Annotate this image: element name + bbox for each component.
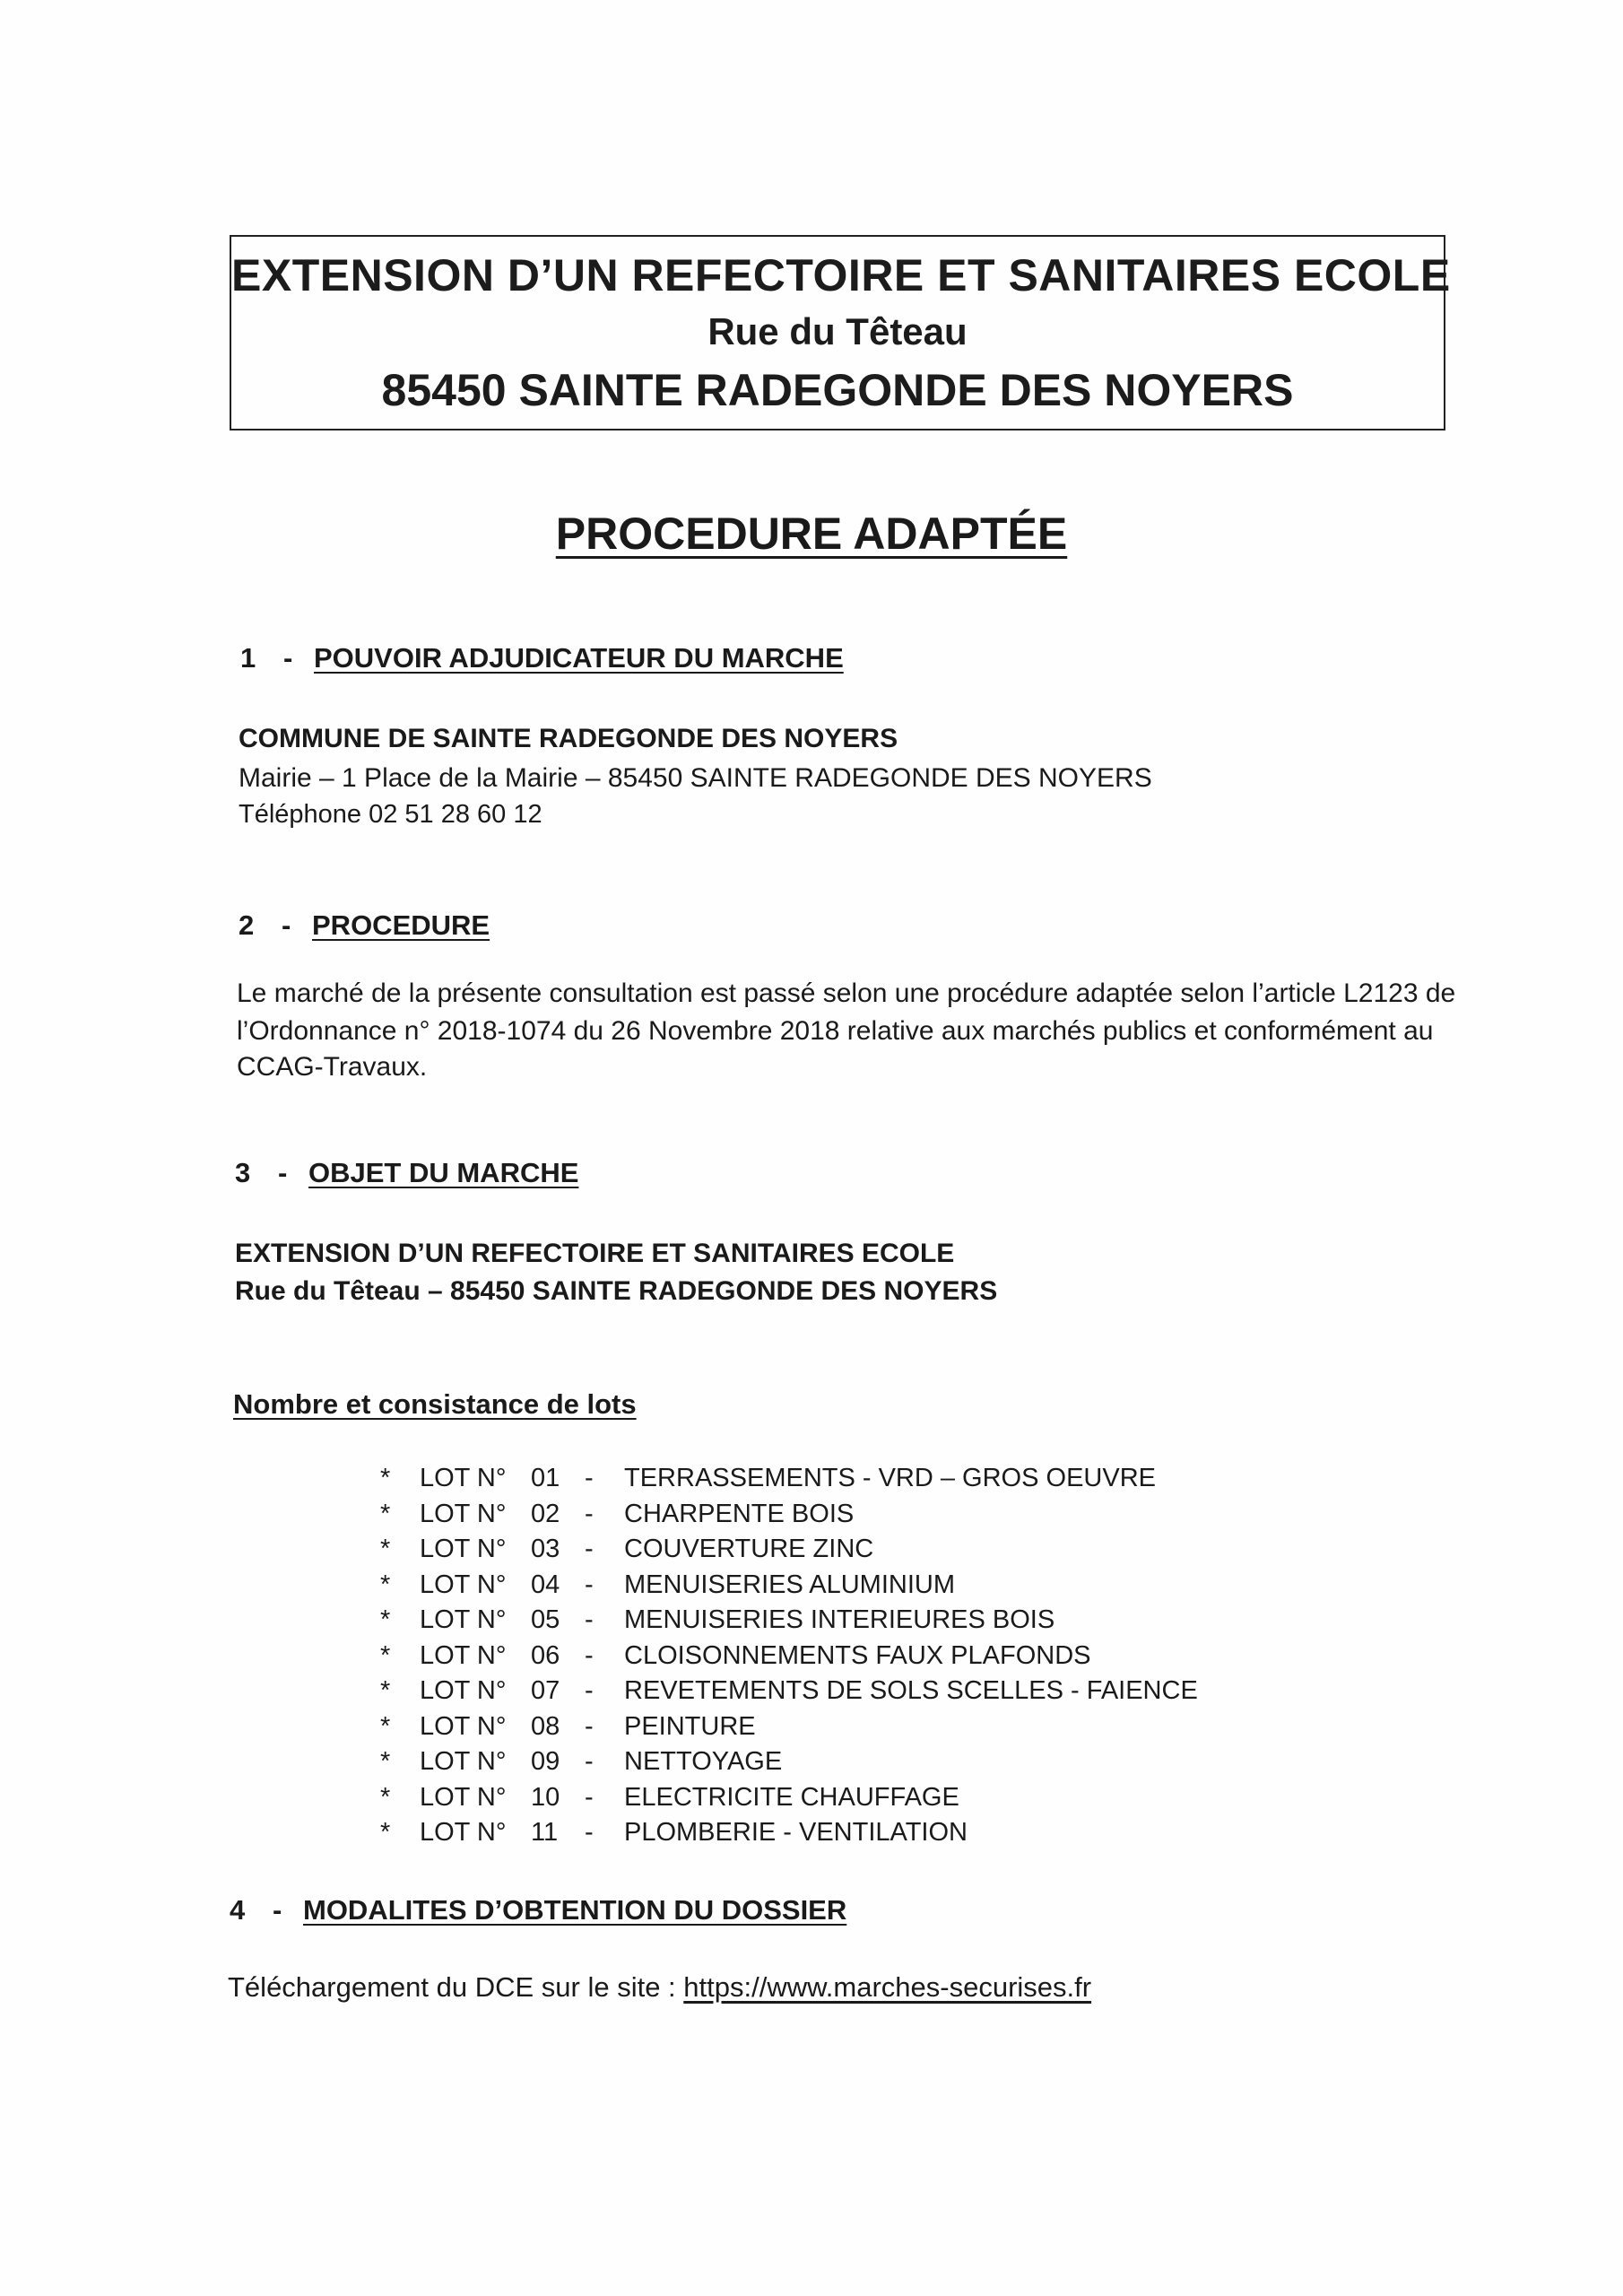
section-3-title: OBJET DU MARCHE <box>308 1157 579 1188</box>
lot-dash: - <box>585 1535 594 1563</box>
section-2-dash: - <box>282 909 291 941</box>
section-4-dash: - <box>273 1894 282 1926</box>
section-3-dash: - <box>278 1157 288 1188</box>
procedure-title-text: PROCEDURE ADAPTÉE <box>555 509 1068 559</box>
section-1-dash: - <box>283 642 293 674</box>
lot-dash: - <box>585 1711 594 1741</box>
lot-bullet: * <box>380 1676 391 1705</box>
lot-number: 04 <box>531 1570 560 1599</box>
lot-label: LOT N° <box>420 1640 507 1670</box>
title-line-2: Rue du Têteau <box>707 310 968 352</box>
section-2-number: 2 <box>239 909 255 941</box>
lot-label: LOT N° <box>420 1747 507 1776</box>
lot-dash: - <box>585 1464 594 1492</box>
authority-phone: Téléphone 02 51 28 60 12 <box>239 800 542 829</box>
lot-number: 01 <box>531 1464 560 1492</box>
lot-number: 11 <box>531 1818 559 1847</box>
lot-dash: - <box>585 1605 594 1634</box>
lot-bullet: * <box>380 1782 391 1812</box>
lot-name: TERRASSEMENTS - VRD – GROS OEUVRE <box>624 1464 1156 1492</box>
lot-name: MENUISERIES ALUMINIUM <box>624 1570 955 1599</box>
lot-label: LOT N° <box>420 1605 507 1634</box>
section-1-number: 1 <box>240 642 256 674</box>
lot-bullet: * <box>380 1570 391 1599</box>
authority-address: Mairie – 1 Place de la Mairie – 85450 SAINTE RADEGONDE DES NOYERS <box>239 763 1152 793</box>
download-link[interactable]: https://www.marches-securises.fr <box>683 1971 1092 2003</box>
procedure-text-line-1: Le marché de la présente consultation est passé selon une procédure adaptée selon l’article L2123 de <box>237 978 1456 1008</box>
lot-number: 10 <box>531 1782 560 1812</box>
section-4-number: 4 <box>230 1894 246 1926</box>
lot-bullet: * <box>380 1640 391 1670</box>
lot-dash: - <box>585 1570 594 1599</box>
lot-bullet: * <box>380 1464 391 1492</box>
download-line <box>228 1970 1091 2005</box>
lot-label: LOT N° <box>420 1535 507 1563</box>
lot-name: PEINTURE <box>624 1711 756 1741</box>
lot-name: COUVERTURE ZINC <box>624 1535 874 1563</box>
lot-bullet: * <box>380 1499 391 1528</box>
procedure-text-line-2: l’Ordonnance n° 2018-1074 du 26 Novembre 2018 relative aux marchés publics et conformément au <box>237 1016 1434 1046</box>
lot-dash: - <box>585 1676 594 1705</box>
lot-label: LOT N° <box>420 1711 507 1741</box>
lot-label: LOT N° <box>420 1570 507 1599</box>
procedure-text-line-3: CCAG-Travaux. <box>237 1052 428 1082</box>
title-box <box>230 235 1451 430</box>
lot-number: 06 <box>531 1640 560 1670</box>
lot-name: NETTOYAGE <box>624 1747 783 1776</box>
lot-number: 09 <box>531 1747 560 1776</box>
section-4-heading <box>230 1894 846 1926</box>
lot-bullet: * <box>380 1818 391 1847</box>
lot-name: REVETEMENTS DE SOLS SCELLES - FAIENCE <box>624 1676 1198 1705</box>
lot-name: CHARPENTE BOIS <box>624 1499 855 1528</box>
lots-heading: Nombre et consistance de lots <box>233 1388 637 1420</box>
lot-name: CLOISONNEMENTS FAUX PLAFONDS <box>624 1640 1091 1670</box>
lot-label: LOT N° <box>420 1464 507 1492</box>
lot-dash: - <box>585 1640 594 1670</box>
authority-name: COMMUNE DE SAINTE RADEGONDE DES NOYERS <box>239 724 898 753</box>
section-2-title: PROCEDURE <box>312 909 490 941</box>
object-line-1: EXTENSION D’UN REFECTOIRE ET SANITAIRES ECOLE <box>235 1239 955 1268</box>
object-line-2: Rue du Têteau – 85450 SAINTE RADEGONDE DES NOYERS <box>235 1276 998 1306</box>
lot-bullet: * <box>380 1711 391 1741</box>
section-4-title: MODALITES D’OBTENTION DU DOSSIER <box>303 1894 847 1926</box>
title-line-1: EXTENSION D’UN REFECTOIRE ET SANITAIRES ECOLE <box>231 250 1451 300</box>
lot-name: ELECTRICITE CHAUFFAGE <box>624 1782 959 1812</box>
lot-name: MENUISERIES INTERIEURES BOIS <box>624 1605 1055 1634</box>
lot-number: 03 <box>531 1535 560 1563</box>
lot-bullet: * <box>380 1605 391 1634</box>
lot-bullet: * <box>380 1747 391 1776</box>
lot-name: PLOMBERIE - VENTILATION <box>624 1818 968 1847</box>
lot-number: 07 <box>531 1676 560 1705</box>
procedure-title <box>0 508 1623 560</box>
lot-label: LOT N° <box>420 1818 507 1847</box>
lot-bullet: * <box>380 1535 391 1563</box>
lot-number: 02 <box>531 1499 560 1528</box>
lot-label: LOT N° <box>420 1676 507 1705</box>
section-1-heading <box>240 642 844 674</box>
lot-number: 05 <box>531 1605 560 1634</box>
lot-dash: - <box>585 1782 594 1812</box>
section-1-title: POUVOIR ADJUDICATEUR DU MARCHE <box>314 642 844 674</box>
title-line-3: 85450 SAINTE RADEGONDE DES NOYERS <box>381 365 1294 415</box>
download-prefix: Téléchargement du DCE sur le site : <box>228 1971 684 2003</box>
lot-number: 08 <box>531 1711 560 1741</box>
lot-label: LOT N° <box>420 1782 507 1812</box>
lot-dash: - <box>585 1818 594 1847</box>
section-2-heading <box>239 909 490 942</box>
lot-label: LOT N° <box>420 1499 507 1528</box>
section-3-number: 3 <box>235 1157 251 1188</box>
lot-dash: - <box>585 1747 594 1776</box>
lot-dash: - <box>585 1499 594 1528</box>
section-3-heading <box>235 1157 578 1189</box>
